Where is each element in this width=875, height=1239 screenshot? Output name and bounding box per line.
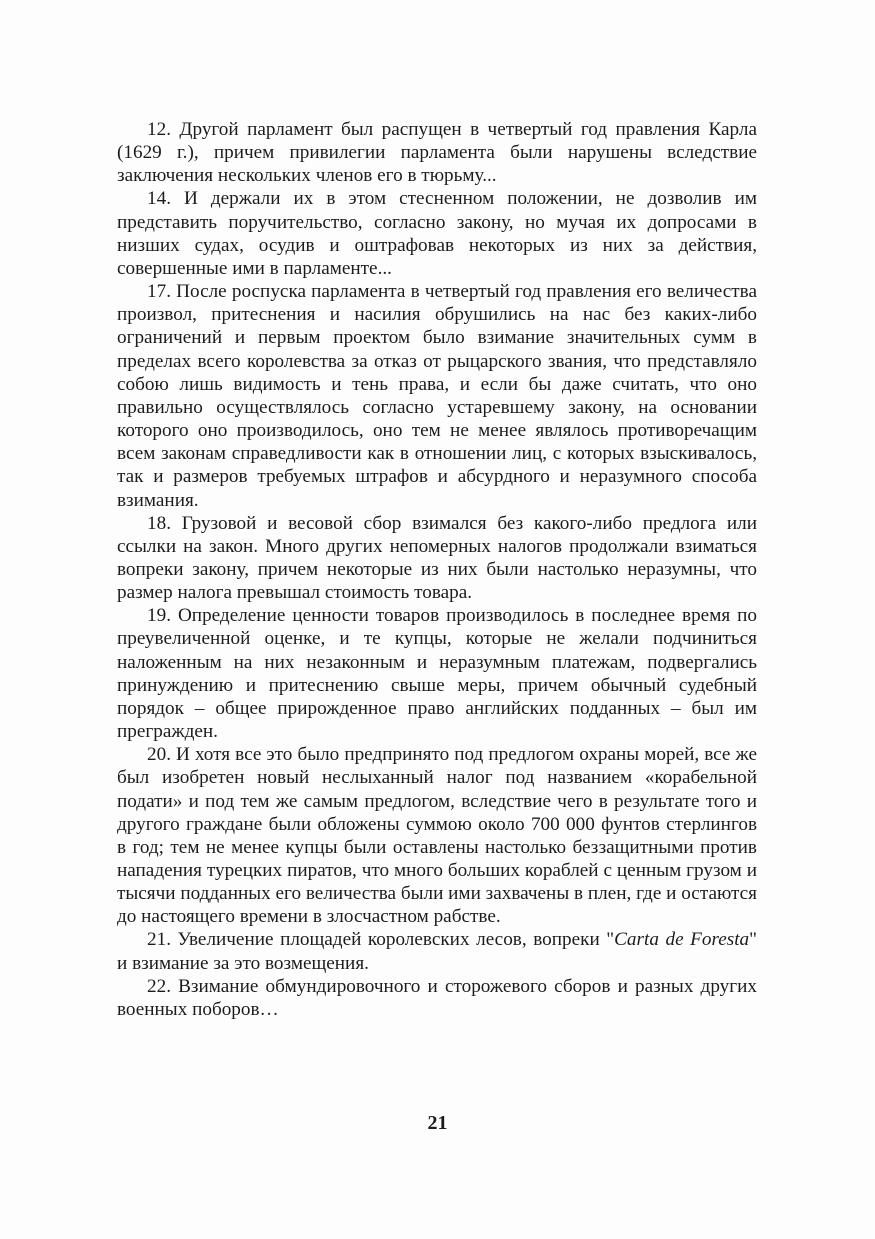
paragraph-22: 22. Взимание обмундировочного и сторожевого сборов и разных других военных поборов… bbox=[117, 975, 757, 1020]
page-number: 21 bbox=[427, 1112, 448, 1134]
paragraph-21-tail: " и взимание за это возмещения. bbox=[117, 929, 757, 974]
paragraph-12: 12. Другой парламент был распущен в четвертый год правления Карла (1629 г.), причем привилегии парламента были нарушены вследствие заключения нескольких членов его в тюрьму... bbox=[117, 119, 757, 187]
paragraph-17: 17. После роспуска парламента в четвертый год правления его величества произвол, притеснения и насилия обрушились на нас без каких-либо ограничений и первым проектом было взимание значительных сумм в пределах всего королевства за отказ от рыцарского звания, что представляло собою лишь видимость и тень права, и если бы даже считать, что оно правильно осуществлялось согласно устаревшему закону, на основании которого оно производилось, оно тем не менее являлось противоречащим всем законам справедливости как в отношении лиц, с которых взыскивалось, так и размеров требуемых штрафов и абсурдного и неразумного способа взимания. bbox=[117, 281, 757, 511]
paragraph-19: 19. Определение ценности товаров производилось в последнее время по преувеличенной оценке, и те купцы, которые не желали подчиниться наложенным на них незаконным и неразумным платежам, подвергались принуждению и притеснению свыше меры, причем обычный судебный порядок – общее прирожденное право английских подданных – был им прегражден. bbox=[117, 605, 757, 743]
paragraph-21-lead: 21. Увеличение площадей королевских лесов, вопреки " bbox=[147, 929, 615, 951]
paragraph-20: 20. И хотя все это было предпринято под предлогом охраны морей, все же был изобретен новый неслыханный налог под названием «корабельной подати» и под тем же самым предлогом, вследствие чего в результате того и другого граждане были обложены суммою около 700 000 фунтов стерлингов в год; тем не менее купцы были оставлены настолько беззащитными против нападения турецких пиратов, что много больших кораблей с ценным грузом и тысячи подданных его величества были ими захвачены в плен, где и остаются до настоящего времени в злосчастном рабстве. bbox=[117, 744, 757, 928]
paragraph-21 bbox=[117, 928, 757, 974]
paragraph-14: 14. И держали их в этом стесненном положении, не дозволив им представить поручительство, согласно закону, но мучая их допросами в низших судах, осудив и оштрафовав некоторых из них за действия, совершенные ими в парламенте... bbox=[117, 188, 757, 279]
paragraph-21-latin-title: Carta de Foresta bbox=[614, 929, 750, 951]
body-text bbox=[117, 118, 757, 1021]
paragraph-18: 18. Грузовой и весовой сбор взимался без какого-либо предлога или ссылки на закон. Много других непомерных налогов продолжали взиматься вопреки закону, причем некоторые из них были настолько неразумны, что размер налога превышал стоимость товара. bbox=[117, 512, 757, 604]
